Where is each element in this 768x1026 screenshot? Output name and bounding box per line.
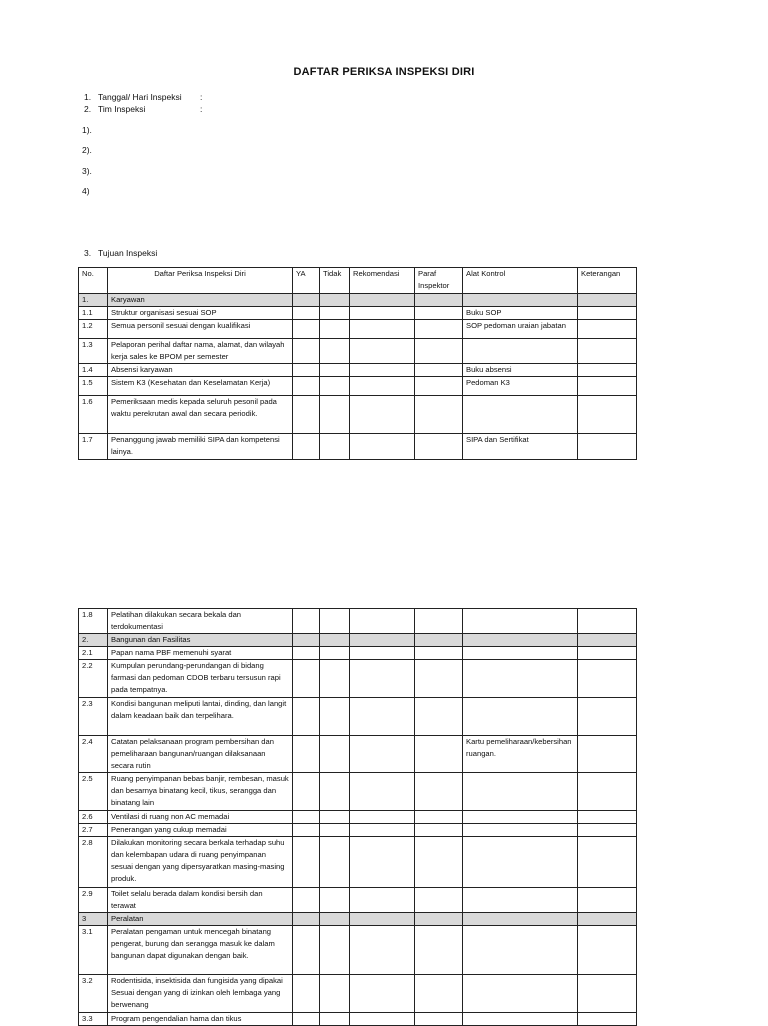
cell-alat-kontrol	[463, 339, 578, 364]
cell-alat-kontrol: SOP pedoman uraian jabatan	[463, 320, 578, 339]
cell-alat-kontrol	[463, 647, 578, 660]
cell-rekomendasi	[350, 888, 415, 913]
cell-ya	[293, 339, 320, 364]
cell-keterangan	[578, 634, 637, 647]
section-row	[79, 913, 637, 926]
cell-ya	[293, 913, 320, 926]
cell-ya	[293, 307, 320, 320]
cell-keterangan	[578, 824, 637, 837]
table-row	[79, 396, 637, 434]
cell-alat-kontrol	[463, 294, 578, 307]
cell-paraf	[415, 913, 463, 926]
cell-rekomendasi	[350, 975, 415, 1013]
row-number: 3.3	[79, 1013, 108, 1026]
cell-tidak	[320, 339, 350, 364]
cell-ya	[293, 647, 320, 660]
row-number: 1.5	[79, 377, 108, 396]
cell-rekomendasi	[350, 339, 415, 364]
row-number: 2.4	[79, 736, 108, 773]
cell-rekomendasi	[350, 320, 415, 339]
row-item: Peralatan pengaman untuk mencegah binatang pengerat, burung dan serangga masuk ke dalam bangunan dapat digunakan dengan baik.	[108, 926, 293, 975]
cell-rekomendasi	[350, 396, 415, 434]
team-member-1: 1).	[82, 125, 92, 135]
row-item: Absensi karyawan	[108, 364, 293, 377]
cell-keterangan	[578, 339, 637, 364]
section-row	[79, 294, 637, 307]
field-label: Tim Inspeksi	[98, 104, 146, 114]
table-row	[79, 660, 637, 698]
cell-ya	[293, 837, 320, 888]
cell-ya	[293, 926, 320, 975]
cell-tidak	[320, 926, 350, 975]
cell-paraf	[415, 736, 463, 773]
row-item: Dilakukan monitoring secara berkala terhadap suhu dan kelembapan udara di ruang penyimpanan sesuai dengan yang dipersyaratkan masing-masing produk.	[108, 837, 293, 888]
field-tanggal	[84, 92, 202, 102]
cell-ya	[293, 824, 320, 837]
cell-ya	[293, 434, 320, 460]
cell-rekomendasi	[350, 926, 415, 975]
table-row	[79, 339, 637, 364]
team-member-4: 4)	[82, 186, 90, 196]
row-number: 1.2	[79, 320, 108, 339]
cell-rekomendasi	[350, 294, 415, 307]
field-colon: :	[200, 104, 203, 114]
cell-ya	[293, 773, 320, 811]
checklist-table-page1	[78, 267, 637, 460]
row-number: 1.4	[79, 364, 108, 377]
cell-ya	[293, 975, 320, 1013]
row-item: Toilet selalu berada dalam kondisi bersih dan terawat	[108, 888, 293, 913]
header-alat: Alat Kontrol	[463, 268, 578, 294]
cell-tidak	[320, 320, 350, 339]
checklist-table-page2	[78, 608, 637, 1026]
cell-paraf	[415, 434, 463, 460]
document-title: DAFTAR PERIKSA INSPEKSI DIRI	[293, 66, 475, 78]
row-number: 1.3	[79, 339, 108, 364]
header-keterangan: Keterangan	[578, 268, 637, 294]
cell-tidak	[320, 396, 350, 434]
field-label: Tanggal/ Hari Inspeksi	[98, 92, 182, 102]
row-item: Sistem K3 (Kesehatan dan Keselamatan Kerja)	[108, 377, 293, 396]
table-row	[79, 377, 637, 396]
row-item: Penanggung jawab memiliki SIPA dan kompetensi lainya.	[108, 434, 293, 460]
cell-alat-kontrol	[463, 811, 578, 824]
field-number: 2.	[84, 104, 92, 114]
row-item: Catatan pelaksanaan program pembersihan dan pemeliharaan bangunan/ruangan dilaksanaan secara rutin	[108, 736, 293, 773]
cell-rekomendasi	[350, 307, 415, 320]
cell-rekomendasi	[350, 647, 415, 660]
cell-keterangan	[578, 364, 637, 377]
header-ya: YA	[293, 268, 320, 294]
cell-keterangan	[578, 647, 637, 660]
cell-ya	[293, 396, 320, 434]
row-number: 2.2	[79, 660, 108, 698]
cell-rekomendasi	[350, 773, 415, 811]
cell-rekomendasi	[350, 824, 415, 837]
cell-ya	[293, 811, 320, 824]
cell-keterangan	[578, 320, 637, 339]
table-row	[79, 773, 637, 811]
cell-ya	[293, 660, 320, 698]
cell-tidak	[320, 294, 350, 307]
cell-keterangan	[578, 294, 637, 307]
table-row	[79, 434, 637, 460]
row-item: Pemeriksaan medis kepada seluruh pesonil pada waktu perekrutan awal dan secara periodik.	[108, 396, 293, 434]
cell-rekomendasi	[350, 377, 415, 396]
cell-paraf	[415, 698, 463, 736]
cell-keterangan	[578, 396, 637, 434]
cell-tidak	[320, 377, 350, 396]
team-member-3: 3).	[82, 166, 92, 176]
cell-alat-kontrol: Buku SOP	[463, 307, 578, 320]
cell-alat-kontrol	[463, 926, 578, 975]
row-item: Struktur organisasi sesuai SOP	[108, 307, 293, 320]
table-row	[79, 647, 637, 660]
cell-tidak	[320, 634, 350, 647]
cell-ya	[293, 634, 320, 647]
header-no: No.	[79, 268, 108, 294]
cell-ya	[293, 377, 320, 396]
row-item: Pelatihan dilakukan secara bekala dan terdokumentasi	[108, 609, 293, 634]
row-item: Ruang penyimpanan bebas banjir, rembesan, masuk dan besarnya binatang kecil, tikus, serangga dan binatang lain	[108, 773, 293, 811]
header-item: Daftar Periksa Inspeksi Diri	[108, 268, 293, 294]
cell-paraf	[415, 320, 463, 339]
table-row	[79, 837, 637, 888]
cell-keterangan	[578, 609, 637, 634]
cell-tidak	[320, 698, 350, 736]
cell-paraf	[415, 396, 463, 434]
cell-tidak	[320, 736, 350, 773]
row-number: 1.7	[79, 434, 108, 460]
header-paraf: Paraf Inspektor	[415, 268, 463, 294]
row-number: 2.6	[79, 811, 108, 824]
cell-ya	[293, 294, 320, 307]
cell-keterangan	[578, 913, 637, 926]
cell-rekomendasi	[350, 811, 415, 824]
cell-rekomendasi	[350, 698, 415, 736]
cell-alat-kontrol	[463, 698, 578, 736]
cell-ya	[293, 320, 320, 339]
row-number: 2.8	[79, 837, 108, 888]
row-number: 2.9	[79, 888, 108, 913]
cell-tidak	[320, 660, 350, 698]
cell-alat-kontrol: SIPA dan Sertifikat	[463, 434, 578, 460]
cell-rekomendasi	[350, 434, 415, 460]
cell-paraf	[415, 377, 463, 396]
cell-paraf	[415, 824, 463, 837]
cell-alat-kontrol	[463, 396, 578, 434]
table-row	[79, 698, 637, 736]
row-number: 2.3	[79, 698, 108, 736]
row-item: Kondisi bangunan meliputi lantai, dinding, dan langit dalam keadaan baik dan terpelihara.	[108, 698, 293, 736]
row-number: 2.5	[79, 773, 108, 811]
cell-alat-kontrol: Kartu pemeliharaan/kebersihan ruangan.	[463, 736, 578, 773]
row-item: Pelaporan perihal daftar nama, alamat, dan wilayah kerja sales ke BPOM per semester	[108, 339, 293, 364]
field-tim	[84, 104, 202, 114]
table-row	[79, 364, 637, 377]
team-member-2: 2).	[82, 145, 92, 155]
cell-ya	[293, 736, 320, 773]
cell-alat-kontrol: Pedoman K3	[463, 377, 578, 396]
cell-alat-kontrol: Buku absensi	[463, 364, 578, 377]
field-number: 3.	[84, 248, 92, 258]
row-number: 1.1	[79, 307, 108, 320]
row-item: Papan nama PBF memenuhi syarat	[108, 647, 293, 660]
cell-tidak	[320, 307, 350, 320]
cell-alat-kontrol	[463, 824, 578, 837]
cell-paraf	[415, 307, 463, 320]
cell-tidak	[320, 837, 350, 888]
table-body-page1	[79, 294, 637, 460]
cell-keterangan	[578, 377, 637, 396]
row-number: 3.2	[79, 975, 108, 1013]
row-number: 3	[79, 913, 108, 926]
section-row	[79, 634, 637, 647]
cell-tidak	[320, 888, 350, 913]
cell-keterangan	[578, 434, 637, 460]
header-tidak: Tidak	[320, 268, 350, 294]
cell-rekomendasi	[350, 736, 415, 773]
cell-keterangan	[578, 975, 637, 1013]
cell-keterangan	[578, 660, 637, 698]
cell-tidak	[320, 609, 350, 634]
table-body-page2	[79, 609, 637, 1026]
field-number: 1.	[84, 92, 92, 102]
row-item: Karyawan	[108, 294, 293, 307]
table-row	[79, 824, 637, 837]
cell-tidak	[320, 773, 350, 811]
cell-rekomendasi	[350, 634, 415, 647]
field-tujuan	[84, 248, 157, 258]
cell-alat-kontrol	[463, 773, 578, 811]
row-number: 2.	[79, 634, 108, 647]
cell-tidak	[320, 824, 350, 837]
cell-paraf	[415, 364, 463, 377]
cell-alat-kontrol	[463, 634, 578, 647]
cell-tidak	[320, 975, 350, 1013]
cell-rekomendasi	[350, 364, 415, 377]
header-rekomendasi: Rekomendasi	[350, 268, 415, 294]
cell-paraf	[415, 926, 463, 975]
cell-keterangan	[578, 736, 637, 773]
table-row	[79, 811, 637, 824]
row-number: 2.1	[79, 647, 108, 660]
row-item: Semua personil sesuai dengan kualifikasi	[108, 320, 293, 339]
cell-keterangan	[578, 698, 637, 736]
field-label: Tujuan Inspeksi	[98, 248, 158, 258]
row-item: Kumpulan perundang-perundangan di bidang farmasi dan pedoman CDOB terbaru tersusun rapi pada tempatnya.	[108, 660, 293, 698]
row-item: Program pengendalian hama dan tikus	[108, 1013, 293, 1026]
cell-keterangan	[578, 926, 637, 975]
row-item: Peralatan	[108, 913, 293, 926]
row-number: 2.7	[79, 824, 108, 837]
cell-paraf	[415, 837, 463, 888]
table-row	[79, 975, 637, 1013]
cell-rekomendasi	[350, 837, 415, 888]
cell-alat-kontrol	[463, 913, 578, 926]
cell-alat-kontrol	[463, 888, 578, 913]
cell-tidak	[320, 647, 350, 660]
cell-rekomendasi	[350, 913, 415, 926]
row-item: Penerangan yang cukup memadai	[108, 824, 293, 837]
table-row	[79, 736, 637, 773]
cell-ya	[293, 698, 320, 736]
cell-ya	[293, 364, 320, 377]
cell-alat-kontrol	[463, 609, 578, 634]
cell-keterangan	[578, 888, 637, 913]
table-header-row	[79, 268, 637, 294]
table-row	[79, 307, 637, 320]
table-row	[79, 926, 637, 975]
cell-keterangan	[578, 837, 637, 888]
cell-paraf	[415, 634, 463, 647]
cell-paraf	[415, 609, 463, 634]
row-number: 1.	[79, 294, 108, 307]
cell-ya	[293, 888, 320, 913]
cell-paraf	[415, 811, 463, 824]
cell-alat-kontrol	[463, 975, 578, 1013]
cell-keterangan	[578, 773, 637, 811]
cell-tidak	[320, 913, 350, 926]
cell-paraf	[415, 294, 463, 307]
row-item: Ventilasi di ruang non AC memadai	[108, 811, 293, 824]
cell-rekomendasi	[350, 609, 415, 634]
row-item: Bangunan dan Fasilitas	[108, 634, 293, 647]
cell-paraf	[415, 660, 463, 698]
row-number: 1.8	[79, 609, 108, 634]
cell-alat-kontrol	[463, 660, 578, 698]
row-item: Rodentisida, insektisida dan fungisida yang dipakai Sesuai dengan yang di izinkan oleh lembaga yang berwenang	[108, 975, 293, 1013]
cell-ya	[293, 609, 320, 634]
cell-paraf	[415, 647, 463, 660]
cell-rekomendasi	[350, 660, 415, 698]
cell-tidak	[320, 811, 350, 824]
field-colon: :	[200, 92, 203, 102]
table-row	[79, 609, 637, 634]
cell-tidak	[320, 364, 350, 377]
cell-alat-kontrol	[463, 837, 578, 888]
cell-keterangan	[578, 811, 637, 824]
cell-keterangan	[578, 307, 637, 320]
cell-paraf	[415, 339, 463, 364]
cell-tidak	[320, 434, 350, 460]
row-number: 1.6	[79, 396, 108, 434]
cell-paraf	[415, 773, 463, 811]
cell-paraf	[415, 888, 463, 913]
table-row	[79, 888, 637, 913]
table-row	[79, 320, 637, 339]
cell-paraf	[415, 975, 463, 1013]
row-number: 3.1	[79, 926, 108, 975]
